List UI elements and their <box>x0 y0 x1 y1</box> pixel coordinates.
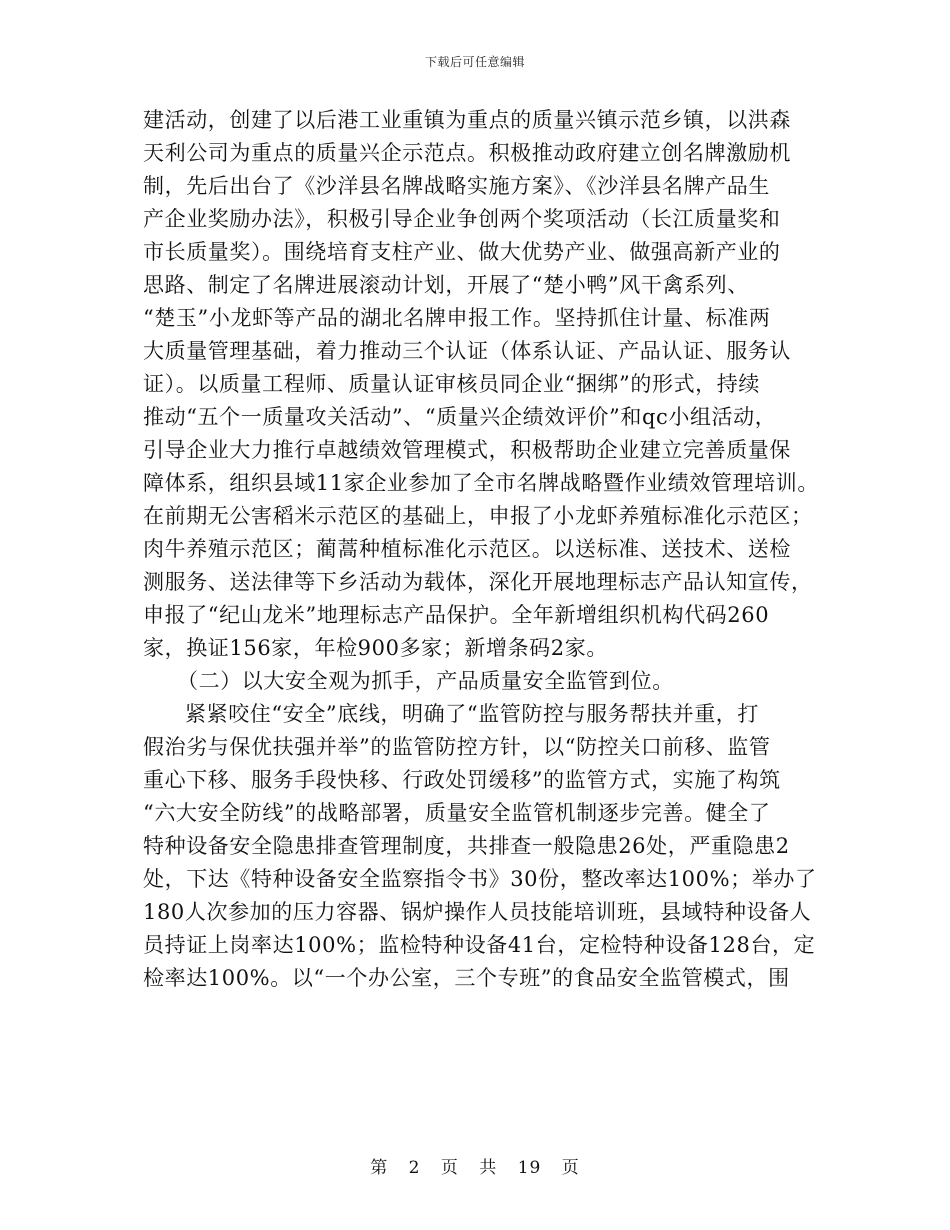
text-line: 引导企业大力推行卓越绩效管理模式，积极帮助企业建立完善质量保 <box>143 438 791 462</box>
footer-total-pages: 19 <box>517 1158 542 1178</box>
text-line: 假治劣与保优扶强并举”的监管防控方针，以“防控关口前移、监管 <box>143 735 771 759</box>
document-body <box>143 104 819 995</box>
text-line: 思路、制定了名牌进展滚动计划，开展了“楚小鸭”风干禽系列、 <box>143 273 749 297</box>
footer-page-number: 2 <box>408 1158 421 1178</box>
text-line: 紧紧咬住“安全”底线，明确了“监管防控与服务帮扶并重，打 <box>185 702 760 726</box>
text-line: 证）。以质量工程师、质量认证审核员同企业“捆绑”的形式，持续 <box>143 372 760 396</box>
text-line: 特种设备安全隐患排查管理制度，共排查一般隐患26处，严重隐患2 <box>143 834 790 858</box>
section-heading-line: （二）以大安全观为抓手，产品质量安全监管到位。 <box>177 669 674 693</box>
footer-page-word: 页 <box>440 1158 459 1178</box>
text-line: 产企业奖励办法》，积极引导企业争创两个奖项活动（长江质量奖和 <box>143 207 781 231</box>
text-line: 重心下移、服务手段快移、行政处罚缓移”的监管方式，实施了构筑 <box>143 768 781 792</box>
text-line: 申报了“纪山龙米”地理标志产品保护。全年新增组织机构代码260 <box>143 603 770 627</box>
text-line: 制，先后出台了《沙洋县名牌战略实施方案》、《沙洋县名牌产品生 <box>143 174 770 198</box>
text-line: 市长质量奖）。围绕培育支柱产业、做大优势产业、做强高新产业的 <box>143 240 781 264</box>
text-line: 家，换证156家，年检900多家；新增条码2家。 <box>143 636 608 660</box>
text-line: 天利公司为重点的质量兴企示范点。积极推动政府建立创名牌激励机 <box>143 141 791 165</box>
text-line: 员持证上岗率达100%；监检特种设备41台，定检特种设备128台，定 <box>143 933 816 957</box>
text-line: 肉牛养殖示范区；蔺蒿种植标准化示范区。以送标准、送技术、送检 <box>143 537 791 561</box>
text-line: “楚玉”小龙虾等产品的湖北名牌申报工作。坚持抓住计量、标准两 <box>143 306 771 330</box>
page-header-note: 下载后可任意编辑 <box>424 55 525 69</box>
text-line: 在前期无公害稻米示范区的基础上，申报了小龙虾养殖标准化示范区； <box>143 504 813 528</box>
text-line: 大质量管理基础，着力推动三个认证（体系认证、产品认证、服务认 <box>143 339 791 363</box>
text-line: 检率达100%。以“一个办公室，三个专班”的食品安全监管模式，围 <box>143 966 790 990</box>
text-line: 180人次参加的压力容器、锅炉操作人员技能培训班，县域特种设备人 <box>143 900 812 924</box>
text-line: 处，下达《特种设备安全监察指令书》30份，整改率达100%；举办了 <box>143 867 817 891</box>
text-line: 建活动，创建了以后港工业重镇为重点的质量兴镇示范乡镇，以洪森 <box>143 108 791 132</box>
text-line: “六大安全防线”的战略部署，质量安全监管机制逐步完善。健全了 <box>143 801 771 825</box>
footer-prefix: 第 <box>370 1158 389 1178</box>
text-line: 测服务、送法律等下乡活动为载体，深化开展地理标志产品认知宣传， <box>143 570 813 594</box>
text-line: 推动“五个一质量攻关活动”、“质量兴企绩效评价”和qc小组活动， <box>143 405 777 429</box>
footer-total-word: 共 <box>479 1158 498 1178</box>
page-footer <box>0 1153 950 1178</box>
footer-suffix: 页 <box>561 1158 580 1178</box>
text-line: 障体系，组织县域11家企业参加了全市名牌战略暨作业绩效管理培训。 <box>143 471 819 495</box>
